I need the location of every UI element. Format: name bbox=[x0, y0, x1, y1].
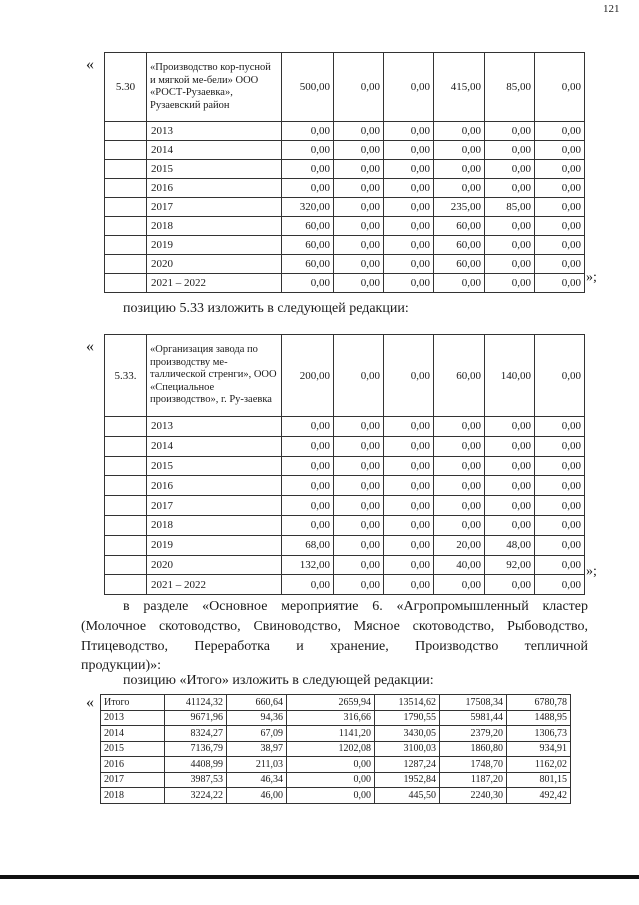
opening-quote: « bbox=[86, 694, 94, 711]
value-cell: 211,03 bbox=[227, 757, 287, 773]
value-cell: 0,00 bbox=[287, 772, 375, 788]
value-cell: 3430,05 bbox=[375, 726, 440, 742]
value-cell: 0,00 bbox=[384, 122, 434, 141]
table-row bbox=[105, 122, 585, 141]
value-cell: 0,00 bbox=[535, 53, 585, 122]
value-cell: 3987,53 bbox=[165, 772, 227, 788]
value-cell: 0,00 bbox=[384, 555, 434, 575]
year-label: 2015 bbox=[147, 456, 282, 476]
value-cell: 0,00 bbox=[535, 179, 585, 198]
value-cell: 46,34 bbox=[227, 772, 287, 788]
value-cell: 0,00 bbox=[434, 141, 485, 160]
value-cell: 0,00 bbox=[485, 274, 535, 293]
value-cell: 0,00 bbox=[485, 417, 535, 437]
year-label: 2018 bbox=[147, 515, 282, 535]
value-cell: 3224,22 bbox=[165, 788, 227, 804]
table-position-5-30 bbox=[104, 52, 585, 293]
year-label: 2021 – 2022 bbox=[147, 274, 282, 293]
table-row bbox=[105, 198, 585, 217]
table-row bbox=[101, 710, 571, 726]
value-cell: 0,00 bbox=[334, 555, 384, 575]
value-cell: 0,00 bbox=[282, 496, 334, 516]
value-cell: 2659,94 bbox=[287, 695, 375, 711]
value-cell: 0,00 bbox=[535, 515, 585, 535]
value-cell: 60,00 bbox=[434, 236, 485, 255]
closing-quote: »; bbox=[586, 270, 597, 285]
value-cell: 20,00 bbox=[434, 535, 485, 555]
value-cell: 0,00 bbox=[434, 496, 485, 516]
value-cell: 0,00 bbox=[384, 335, 434, 417]
year-label: 2016 bbox=[147, 476, 282, 496]
value-cell: 67,09 bbox=[227, 726, 287, 742]
value-cell: 801,15 bbox=[507, 772, 571, 788]
value-cell: 0,00 bbox=[434, 456, 485, 476]
value-cell: 60,00 bbox=[434, 217, 485, 236]
value-cell: 1202,08 bbox=[287, 741, 375, 757]
position-code: 5.30 bbox=[105, 53, 147, 122]
table-row bbox=[105, 335, 585, 417]
table-row bbox=[105, 535, 585, 555]
value-cell: 60,00 bbox=[434, 335, 485, 417]
value-cell: 0,00 bbox=[535, 436, 585, 456]
value-cell: 0,00 bbox=[434, 179, 485, 198]
value-cell: 0,00 bbox=[485, 236, 535, 255]
table-row bbox=[105, 53, 585, 122]
value-cell: 0,00 bbox=[334, 417, 384, 437]
value-cell: 0,00 bbox=[334, 436, 384, 456]
value-cell: 92,00 bbox=[485, 555, 535, 575]
value-cell: 1790,55 bbox=[375, 710, 440, 726]
instruction-position-5-33: позицию 5.33 изложить в следующей редакции: bbox=[123, 301, 409, 316]
value-cell: 40,00 bbox=[434, 555, 485, 575]
value-cell: 0,00 bbox=[535, 335, 585, 417]
year-label: 2019 bbox=[147, 236, 282, 255]
value-cell: 0,00 bbox=[535, 274, 585, 293]
value-cell: 1748,70 bbox=[440, 757, 507, 773]
value-cell: 0,00 bbox=[384, 515, 434, 535]
value-cell: 0,00 bbox=[485, 122, 535, 141]
value-cell: 415,00 bbox=[434, 53, 485, 122]
value-cell: 140,00 bbox=[485, 335, 535, 417]
table-position-itogo bbox=[100, 694, 571, 804]
table-row bbox=[105, 456, 585, 476]
value-cell: 0,00 bbox=[282, 179, 334, 198]
value-cell: 0,00 bbox=[535, 236, 585, 255]
value-cell: 0,00 bbox=[384, 575, 434, 595]
value-cell: 0,00 bbox=[384, 255, 434, 274]
bottom-border-line bbox=[0, 875, 639, 879]
year-label: 2013 bbox=[147, 417, 282, 437]
value-total: 500,00 bbox=[282, 53, 334, 122]
value-cell: 0,00 bbox=[434, 436, 485, 456]
value-cell: 0,00 bbox=[535, 535, 585, 555]
value-cell: 0,00 bbox=[334, 198, 384, 217]
value-cell: 38,97 bbox=[227, 741, 287, 757]
value-cell: 0,00 bbox=[282, 575, 334, 595]
value-cell: 235,00 bbox=[434, 198, 485, 217]
year-label: 2017 bbox=[147, 198, 282, 217]
value-cell: 1860,80 bbox=[440, 741, 507, 757]
value-cell: 0,00 bbox=[485, 456, 535, 476]
value-cell: 17508,34 bbox=[440, 695, 507, 711]
section-paragraph-line: в разделе «Основное мероприятие 6. «Агропромышленный кластер bbox=[123, 599, 588, 614]
value-cell: 60,00 bbox=[434, 255, 485, 274]
value-cell: 5981,44 bbox=[440, 710, 507, 726]
value-cell: 0,00 bbox=[535, 476, 585, 496]
row-label: 2014 bbox=[101, 726, 165, 742]
value-cell: 0,00 bbox=[287, 757, 375, 773]
value-cell: 660,64 bbox=[227, 695, 287, 711]
value-cell: 492,42 bbox=[507, 788, 571, 804]
value-cell: 0,00 bbox=[434, 274, 485, 293]
year-label: 2015 bbox=[147, 160, 282, 179]
table-row bbox=[105, 555, 585, 575]
value-cell: 0,00 bbox=[535, 575, 585, 595]
value-cell: 1306,73 bbox=[507, 726, 571, 742]
value-cell: 7136,79 bbox=[165, 741, 227, 757]
value-cell: 0,00 bbox=[485, 141, 535, 160]
value-cell: 0,00 bbox=[434, 122, 485, 141]
value-cell: 0,00 bbox=[535, 555, 585, 575]
value-cell: 0,00 bbox=[384, 217, 434, 236]
value-cell: 0,00 bbox=[434, 575, 485, 595]
year-label: 2014 bbox=[147, 436, 282, 456]
year-label: 2021 – 2022 bbox=[147, 575, 282, 595]
value-cell: 316,66 bbox=[287, 710, 375, 726]
table-row bbox=[105, 417, 585, 437]
table-row bbox=[101, 788, 571, 804]
value-cell: 60,00 bbox=[282, 236, 334, 255]
year-label: 2014 bbox=[147, 141, 282, 160]
table-row bbox=[105, 575, 585, 595]
value-cell: 46,00 bbox=[227, 788, 287, 804]
row-label: 2017 bbox=[101, 772, 165, 788]
value-cell: 0,00 bbox=[535, 496, 585, 516]
value-cell: 0,00 bbox=[334, 575, 384, 595]
value-cell: 0,00 bbox=[434, 417, 485, 437]
table-row bbox=[105, 515, 585, 535]
value-cell: 0,00 bbox=[334, 122, 384, 141]
value-cell: 1141,20 bbox=[287, 726, 375, 742]
table-position-5-33 bbox=[104, 334, 585, 595]
value-cell: 0,00 bbox=[535, 141, 585, 160]
table-row bbox=[105, 476, 585, 496]
value-cell: 0,00 bbox=[334, 335, 384, 417]
value-cell: 0,00 bbox=[384, 274, 434, 293]
value-cell: 934,91 bbox=[507, 741, 571, 757]
instruction-position-itogo: позицию «Итого» изложить в следующей редакции: bbox=[123, 673, 434, 688]
value-cell: 0,00 bbox=[485, 476, 535, 496]
value-cell: 0,00 bbox=[384, 476, 434, 496]
value-cell: 320,00 bbox=[282, 198, 334, 217]
value-cell: 0,00 bbox=[334, 255, 384, 274]
value-cell: 13514,62 bbox=[375, 695, 440, 711]
value-cell: 0,00 bbox=[334, 141, 384, 160]
value-cell: 0,00 bbox=[434, 476, 485, 496]
value-cell: 0,00 bbox=[334, 160, 384, 179]
value-cell: 0,00 bbox=[535, 160, 585, 179]
value-cell: 0,00 bbox=[384, 198, 434, 217]
value-cell: 1187,20 bbox=[440, 772, 507, 788]
position-code: 5.33. bbox=[105, 335, 147, 417]
value-cell: 6780,78 bbox=[507, 695, 571, 711]
value-cell: 0,00 bbox=[535, 417, 585, 437]
value-cell: 9671,96 bbox=[165, 710, 227, 726]
value-cell: 0,00 bbox=[535, 122, 585, 141]
year-label: 2020 bbox=[147, 555, 282, 575]
value-cell: 0,00 bbox=[384, 417, 434, 437]
table-row bbox=[105, 274, 585, 293]
value-cell: 0,00 bbox=[384, 456, 434, 476]
value-cell: 0,00 bbox=[384, 160, 434, 179]
value-cell: 0,00 bbox=[485, 436, 535, 456]
value-cell: 0,00 bbox=[282, 122, 334, 141]
value-cell: 132,00 bbox=[282, 555, 334, 575]
year-label: 2019 bbox=[147, 535, 282, 555]
opening-quote: « bbox=[86, 338, 94, 355]
value-cell: 8324,27 bbox=[165, 726, 227, 742]
value-cell: 85,00 bbox=[485, 53, 535, 122]
value-cell: 1488,95 bbox=[507, 710, 571, 726]
value-cell: 0,00 bbox=[384, 236, 434, 255]
section-paragraph-line: Птицеводство, Переработка и хранение, Производство тепличной bbox=[81, 639, 588, 654]
value-cell: 0,00 bbox=[282, 160, 334, 179]
value-cell: 0,00 bbox=[282, 456, 334, 476]
value-cell: 60,00 bbox=[282, 255, 334, 274]
year-label: 2020 bbox=[147, 255, 282, 274]
value-cell: 0,00 bbox=[485, 515, 535, 535]
opening-quote: « bbox=[86, 56, 94, 73]
value-cell: 1162,02 bbox=[507, 757, 571, 773]
value-cell: 2240,30 bbox=[440, 788, 507, 804]
table-row bbox=[105, 255, 585, 274]
year-label: 2018 bbox=[147, 217, 282, 236]
value-cell: 0,00 bbox=[334, 53, 384, 122]
table-row bbox=[105, 160, 585, 179]
value-cell: 0,00 bbox=[334, 456, 384, 476]
table-row bbox=[105, 141, 585, 160]
table-row bbox=[105, 217, 585, 236]
value-cell: 0,00 bbox=[535, 255, 585, 274]
value-cell: 445,50 bbox=[375, 788, 440, 804]
value-cell: 0,00 bbox=[282, 417, 334, 437]
row-label: 2018 bbox=[101, 788, 165, 804]
value-cell: 0,00 bbox=[485, 255, 535, 274]
row-label: 2013 bbox=[101, 710, 165, 726]
table-row bbox=[101, 757, 571, 773]
value-cell: 0,00 bbox=[384, 535, 434, 555]
value-cell: 0,00 bbox=[287, 788, 375, 804]
table-row bbox=[101, 726, 571, 742]
table-row bbox=[105, 436, 585, 456]
closing-quote: »; bbox=[586, 564, 597, 579]
value-cell: 0,00 bbox=[282, 274, 334, 293]
value-cell: 0,00 bbox=[384, 141, 434, 160]
value-cell: 0,00 bbox=[334, 515, 384, 535]
value-cell: 68,00 bbox=[282, 535, 334, 555]
value-cell: 0,00 bbox=[282, 436, 334, 456]
value-cell: 0,00 bbox=[334, 217, 384, 236]
value-cell: 94,36 bbox=[227, 710, 287, 726]
year-label: 2016 bbox=[147, 179, 282, 198]
page-number: 121 bbox=[603, 3, 620, 15]
value-cell: 0,00 bbox=[485, 217, 535, 236]
value-cell: 0,00 bbox=[485, 496, 535, 516]
value-cell: 0,00 bbox=[334, 274, 384, 293]
value-cell: 0,00 bbox=[334, 496, 384, 516]
value-cell: 0,00 bbox=[535, 198, 585, 217]
value-cell: 0,00 bbox=[384, 496, 434, 516]
position-name: «Производство кор-пусной и мягкой ме-бели» ООО «РОСТ-Рузаевка», Рузаевский район bbox=[147, 53, 282, 122]
value-cell: 2379,20 bbox=[440, 726, 507, 742]
value-cell: 0,00 bbox=[334, 476, 384, 496]
value-cell: 0,00 bbox=[282, 141, 334, 160]
value-cell: 0,00 bbox=[384, 179, 434, 198]
value-cell: 0,00 bbox=[485, 160, 535, 179]
value-cell: 41124,32 bbox=[165, 695, 227, 711]
section-paragraph-line: продукции)»: bbox=[81, 658, 162, 673]
value-cell: 0,00 bbox=[535, 217, 585, 236]
row-label: 2015 bbox=[101, 741, 165, 757]
value-cell: 0,00 bbox=[535, 456, 585, 476]
value-cell: 0,00 bbox=[434, 160, 485, 179]
row-label: 2016 bbox=[101, 757, 165, 773]
value-cell: 85,00 bbox=[485, 198, 535, 217]
value-cell: 4408,99 bbox=[165, 757, 227, 773]
value-cell: 0,00 bbox=[485, 179, 535, 198]
year-label: 2017 bbox=[147, 496, 282, 516]
value-cell: 1952,84 bbox=[375, 772, 440, 788]
section-paragraph-line: (Молочное скотоводство, Свиноводство, Мясное скотоводство, Рыбоводство, bbox=[81, 619, 588, 634]
value-cell: 3100,03 bbox=[375, 741, 440, 757]
value-cell: 0,00 bbox=[485, 575, 535, 595]
value-cell: 0,00 bbox=[334, 535, 384, 555]
table-row bbox=[105, 496, 585, 516]
year-label: 2013 bbox=[147, 122, 282, 141]
value-cell: 48,00 bbox=[485, 535, 535, 555]
table-row bbox=[101, 772, 571, 788]
value-cell: 0,00 bbox=[334, 179, 384, 198]
value-cell: 0,00 bbox=[384, 436, 434, 456]
value-cell: 0,00 bbox=[282, 515, 334, 535]
table-row bbox=[101, 695, 571, 711]
value-cell: 0,00 bbox=[384, 53, 434, 122]
table-row bbox=[101, 741, 571, 757]
value-total: 200,00 bbox=[282, 335, 334, 417]
value-cell: 0,00 bbox=[282, 476, 334, 496]
value-cell: 1287,24 bbox=[375, 757, 440, 773]
value-cell: 60,00 bbox=[282, 217, 334, 236]
value-cell: 0,00 bbox=[434, 515, 485, 535]
table-row bbox=[105, 236, 585, 255]
table-row bbox=[105, 179, 585, 198]
row-label: Итого bbox=[101, 695, 165, 711]
position-name: «Организация завода по производству ме-таллической стренги», ООО «Специальное производство», г. Ру-заевка bbox=[147, 335, 282, 417]
value-cell: 0,00 bbox=[334, 236, 384, 255]
